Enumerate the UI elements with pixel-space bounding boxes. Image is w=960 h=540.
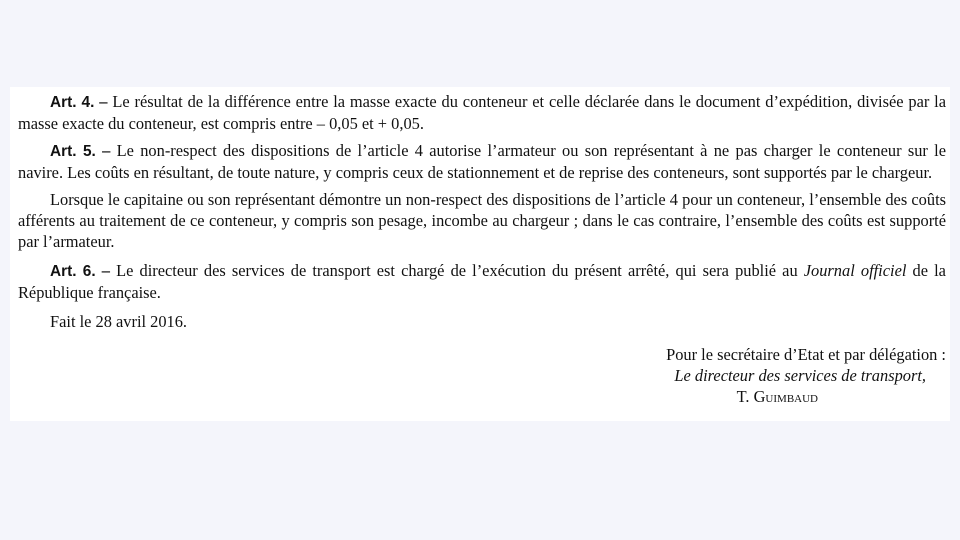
journal-officiel-title: Journal officiel <box>803 261 907 280</box>
signature-delegation-line: Pour le secrétaire d’Etat et par délégation : <box>666 345 946 364</box>
article-4-text: Le résultat de la différence entre la masse exacte du conteneur et celle déclarée dans le document d’expédition, divisée par la masse exacte du conteneur, est compris entre – 0,05 et + 0,05. <box>18 92 946 133</box>
article-5 <box>18 140 946 183</box>
article-4-dash: – <box>99 92 108 111</box>
article-4 <box>18 91 946 134</box>
signature-surname: Guimbaud <box>753 387 818 406</box>
article-5-paragraph-2 <box>18 189 946 252</box>
article-4-label: Art. 4. <box>50 94 95 111</box>
article-6-label: Art. 6. <box>50 263 96 280</box>
document-page <box>10 87 950 421</box>
article-6-text-end: de la République française. <box>18 261 946 302</box>
article-5-paragraph-2-text: Lorsque le capitaine ou son représentant démontre un non-respect des dispositions de l’article 4 pour un conteneur, l’ensemble des coûts afférents au traitement de ce conteneur, y compris son pesage, incombe au chargeur ; dans le cas contraire, l’ensemble des coûts est supporté par l’armateur. <box>18 190 946 251</box>
document-body <box>18 91 946 406</box>
article-6 <box>18 260 946 303</box>
article-6-text: Le directeur des services de transport est chargé de l’exécution du présent arrêté, qui sera publié au <box>116 261 798 280</box>
article-5-dash: – <box>102 141 111 160</box>
signature-name <box>18 386 946 407</box>
signature-title-line: Le directeur des services de transport, <box>674 366 926 385</box>
article-5-label: Art. 5. <box>50 143 96 160</box>
article-5-text: Le non-respect des dispositions de l’article 4 autorise l’armateur ou son représentant à ne pas charger le conteneur sur le navire. Les coûts en résultant, de toute nature, y compris ceux de stationnement et de reprise des conteneurs, sont supportés par le chargeur. <box>18 141 946 182</box>
article-6-dash: – <box>101 261 110 280</box>
signature-initial: T. <box>736 387 750 406</box>
date-line: Fait le 28 avril 2016. <box>50 312 188 331</box>
